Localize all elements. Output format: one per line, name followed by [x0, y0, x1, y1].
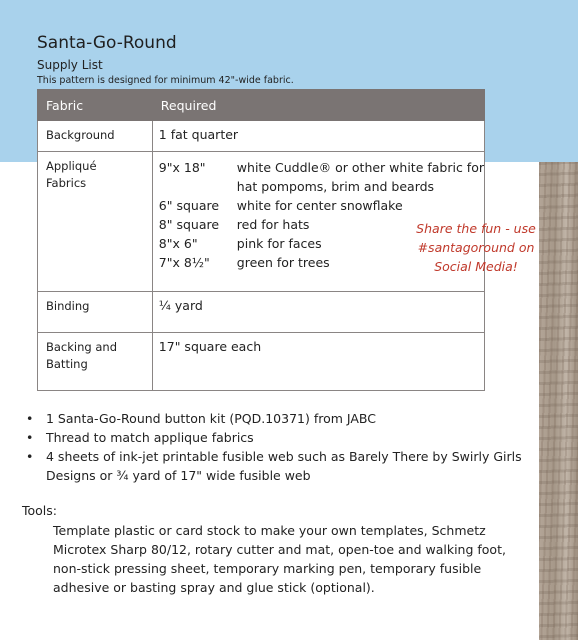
- fabric-cell: Appliqué Fabrics: [38, 152, 153, 292]
- applique-size: 6" square: [158, 198, 220, 213]
- applique-item: [159, 196, 484, 215]
- required-cell: 1 fat quarter: [152, 121, 484, 152]
- fabric-width-note: This pattern is designed for minimum 42"-wide fabric.: [37, 75, 294, 86]
- bullet-icon: •: [26, 449, 34, 464]
- wood-texture-strip: [539, 162, 578, 640]
- applique-item: [159, 158, 484, 177]
- applique-size: 7"x 8½": [158, 255, 210, 270]
- applique-desc: white Cuddle® or other white fabric for: [236, 160, 484, 175]
- applique-desc: pink for faces: [236, 236, 322, 251]
- table-row-background: [38, 121, 485, 152]
- applique-desc: white for center snowflake: [236, 198, 403, 213]
- applique-desc: red for hats: [236, 217, 310, 232]
- required-cell: ¼ yard: [152, 292, 484, 333]
- applique-desc: green for trees: [236, 255, 330, 270]
- fabric-cell: Background: [38, 121, 153, 152]
- page-title: Santa-Go-Round: [37, 33, 177, 53]
- table-row-backing: [38, 333, 485, 391]
- list-item: • Thread to match applique fabrics: [26, 430, 254, 445]
- applique-size: 9"x 18": [158, 160, 206, 175]
- list-item: • 1 Santa-Go-Round button kit (PQD.10371) from JABC: [26, 411, 376, 426]
- page-subtitle: Supply List: [37, 58, 103, 72]
- social-media-callout: [408, 219, 544, 276]
- bullet-icon: •: [26, 411, 34, 426]
- callout-line: Share the fun - use: [416, 221, 536, 236]
- column-header-required: Required: [152, 90, 484, 121]
- applique-size: 8" square: [158, 217, 220, 232]
- tools-description: Template plastic or card stock to make your own templates, Schmetz Microtex Sharp 80/12, rotary cutter and mat, open-toe and walking foot, non-stick pressing sheet, temporary marking pen, temporary fusible adhesive or basting spray and glue stick (optional).: [53, 523, 506, 595]
- table-header-row: [38, 90, 485, 121]
- fabric-cell: Backing and Batting: [38, 333, 153, 391]
- fabric-cell: Binding: [38, 292, 153, 333]
- applique-size: 8"x 6": [158, 236, 198, 251]
- table-row-binding: [38, 292, 485, 333]
- list-item: • 4 sheets of ink-jet printable fusible web such as Barely There by Swirly Girls Designs or ¾ yard of 17" wide fusible web: [26, 449, 522, 483]
- required-cell: 17" square each: [152, 333, 484, 391]
- bullet-icon: •: [26, 430, 34, 445]
- callout-line: Social Media!: [434, 259, 518, 274]
- callout-hashtag: #santagoround on: [417, 240, 535, 255]
- tools-heading: Tools:: [22, 503, 58, 518]
- column-header-fabric: Fabric: [38, 90, 153, 121]
- extra-supplies-list: [22, 409, 532, 485]
- applique-item: [159, 177, 484, 196]
- applique-desc: hat pompoms, brim and beards: [236, 179, 435, 194]
